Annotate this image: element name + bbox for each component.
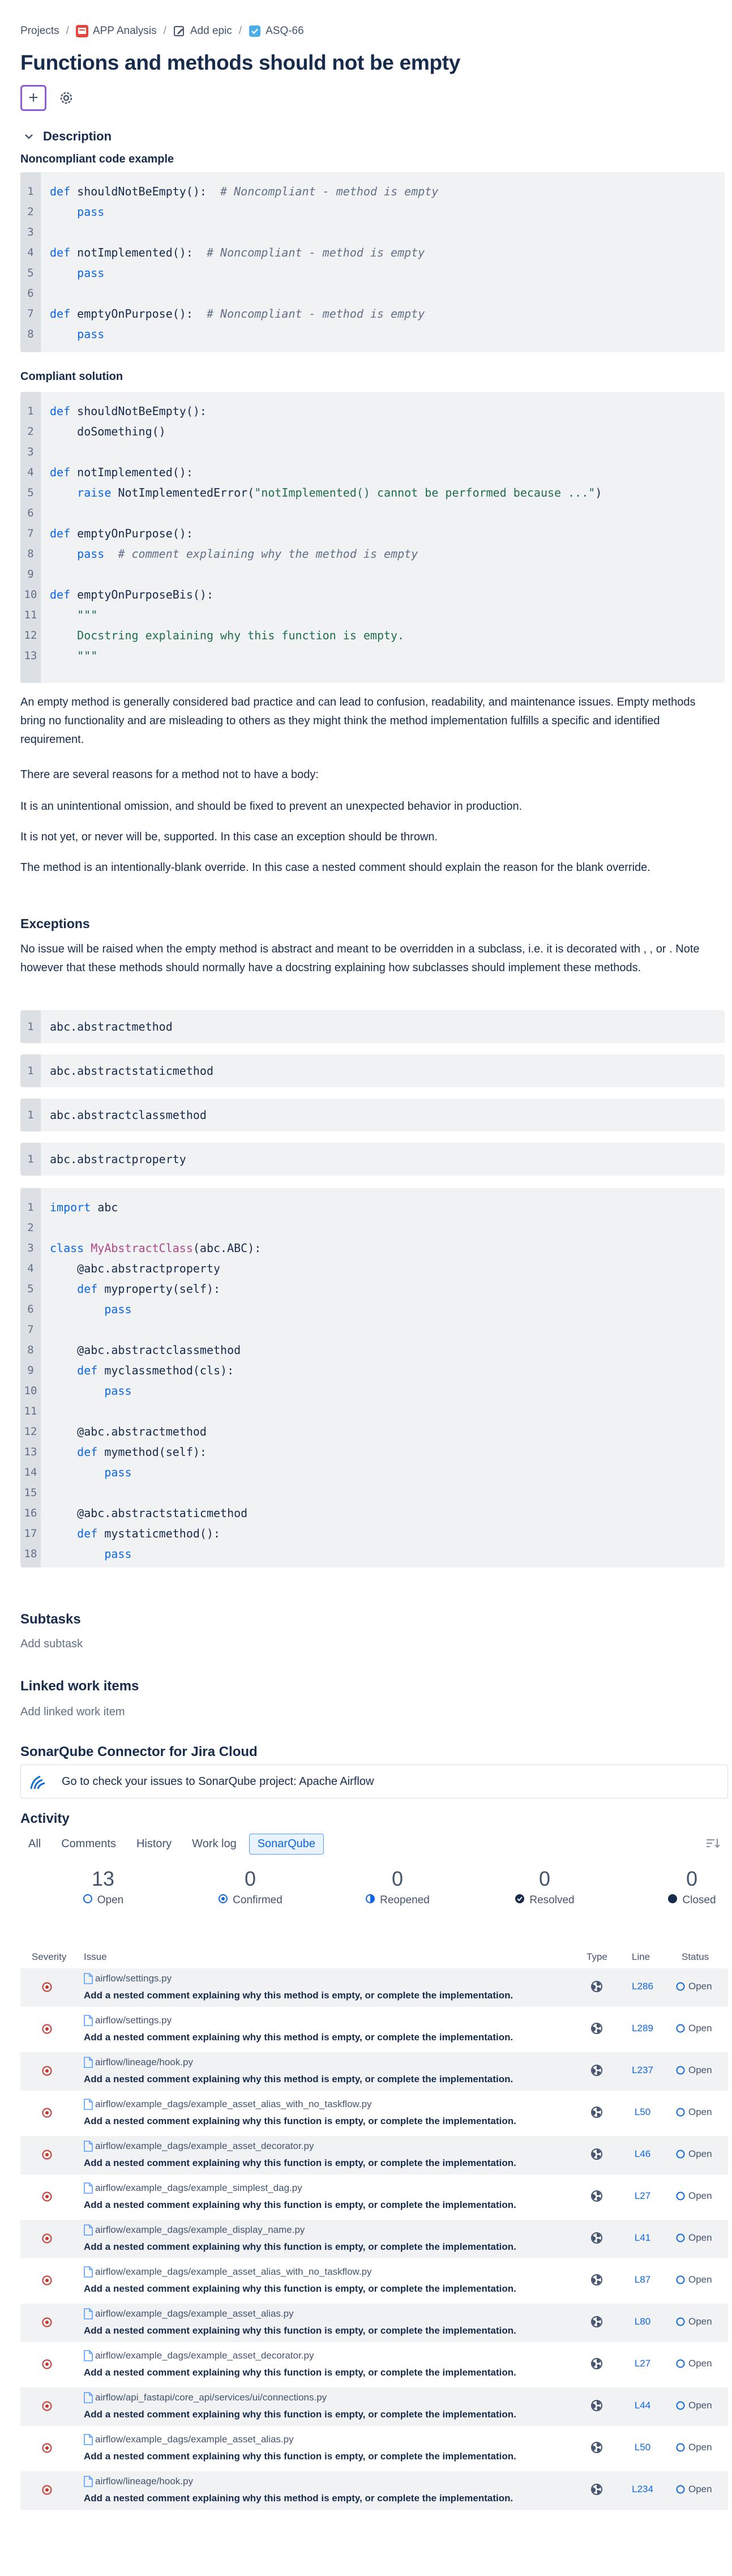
issue-line-link[interactable]: L27	[634, 2190, 651, 2201]
decorator-text: abc.abstractmethod	[50, 1020, 173, 1033]
line-number: 7	[27, 527, 34, 540]
table-row[interactable]	[20, 2178, 728, 2216]
table-row[interactable]	[20, 2429, 728, 2468]
issue-status-text: Open	[688, 2107, 712, 2117]
code-text: pass	[77, 327, 105, 341]
critical-severity-icon	[42, 2275, 52, 2285]
file-icon	[84, 2099, 93, 2110]
linked-items-heading: Linked work items	[20, 1678, 139, 1694]
issue-status-text: Open	[688, 2148, 712, 2159]
code-smell-icon	[591, 1981, 602, 1992]
issue-status	[676, 2316, 712, 2327]
code-text: def notImplemented(): # Noncompliant - method is empty	[50, 246, 425, 259]
critical-severity-icon	[42, 2401, 52, 2411]
line-number: 3	[27, 1242, 34, 1254]
issue-key-link[interactable]	[249, 25, 304, 37]
line-number: 8	[27, 548, 34, 560]
code-smell-icon	[591, 2232, 602, 2244]
stat-label	[83, 1894, 123, 1907]
line-number: 2	[27, 1221, 34, 1234]
code-text: pass	[104, 1466, 132, 1479]
line-number: 15	[24, 1486, 37, 1499]
code-text: @abc.abstractproperty	[50, 1262, 221, 1275]
open-status-icon	[676, 2275, 685, 2284]
reason-unsupported: It is not yet, or never will be, supported. In this case an exception should be thrown.	[20, 831, 438, 843]
add-linked-item-link[interactable]: Add linked work item	[20, 1706, 125, 1718]
stat-count: 0	[244, 1867, 256, 1890]
stat-label	[218, 1894, 282, 1907]
line-number: 6	[27, 507, 34, 519]
issue-file-link[interactable]	[84, 2266, 372, 2278]
exceptions-heading: Exceptions	[20, 916, 90, 931]
reason-override: The method is an intentionally-blank override. In this case a nested comment should explain the reason for the blank override.	[20, 861, 650, 874]
file-icon	[84, 2141, 93, 2152]
stat-reopened[interactable]	[335, 1864, 460, 1907]
issue-status	[676, 2358, 712, 2369]
sonarqube-heading: SonarQube Connector for Jira Cloud	[20, 1744, 258, 1759]
issues-table-header	[20, 1949, 728, 1966]
stat-label-text: Closed	[682, 1894, 716, 1906]
file-icon	[84, 2476, 93, 2487]
stat-label	[515, 1894, 574, 1907]
file-icon	[84, 2057, 93, 2068]
line-number: 6	[27, 1303, 34, 1315]
description-toggle[interactable]	[24, 129, 112, 144]
project-avatar-icon	[76, 25, 88, 37]
issue-file-link[interactable]	[84, 2308, 294, 2319]
compliant-label: Compliant solution	[20, 370, 123, 383]
stat-label-text: Resolved	[529, 1894, 575, 1906]
issue-line-link[interactable]: L41	[634, 2232, 651, 2243]
issue-status-text: Open	[688, 2442, 712, 2453]
plus-icon: +	[28, 88, 38, 107]
issue-message: Add a nested comment explaining why this function is empty, or complete the implementation.	[84, 2199, 516, 2210]
critical-severity-icon	[42, 2024, 52, 2034]
issue-file-path: airflow/api_fastapi/core_api/services/ui/connections.py	[95, 2392, 327, 2403]
issue-file-path: airflow/example_dags/example_asset_decorator.py	[95, 2350, 314, 2361]
issue-file-link[interactable]	[84, 1973, 172, 1984]
code-text: pass	[104, 1302, 132, 1316]
code-smell-icon	[591, 2442, 602, 2453]
code-text: def myclassmethod(cls):	[77, 1364, 234, 1377]
stat-label-text: Open	[97, 1894, 124, 1906]
code-text: import abc	[50, 1201, 118, 1214]
issue-message: Add a nested comment explaining why this function is empty, or complete the implementation.	[84, 2241, 516, 2252]
intro-paragraph: An empty method is generally considered bad practice and can lead to confusion, readability, and maintenance issues. Empty methods bring no functionality and are misleading to others as they might think the method implementation fulfills a specific and identified requirement.	[20, 696, 696, 746]
issue-message: Add a nested comment explaining why this function is empty, or complete the implementation.	[84, 2409, 516, 2420]
file-icon	[84, 2392, 93, 2403]
issue-stats	[20, 1864, 728, 1926]
header-line: Line	[632, 1951, 650, 1962]
code-text: pass	[77, 205, 105, 219]
issue-status-text: Open	[688, 1981, 712, 1992]
table-row[interactable]	[20, 2052, 728, 2091]
issue-file-path: airflow/settings.py	[95, 2015, 172, 2026]
issue-message: Add a nested comment explaining why this function is empty, or complete the implementation.	[84, 2158, 516, 2168]
closed-status-icon	[667, 1894, 678, 1907]
line-number: 13	[24, 650, 37, 662]
issue-message: Add a nested comment explaining why this function is empty, or complete the implementation.	[84, 2451, 516, 2462]
chevron-down-icon	[24, 131, 34, 142]
issue-file-path: airflow/example_dags/example_asset_alias_with_no_taskflow.py	[95, 2266, 372, 2277]
issue-message: Add a nested comment explaining why this method is empty, or complete the implementation.	[84, 1990, 513, 2001]
breadcrumb-project-label: APP Analysis	[92, 25, 157, 37]
issue-status-text: Open	[688, 2023, 712, 2034]
issue-line-link[interactable]: L237	[632, 2065, 653, 2075]
issue-status-text: Open	[688, 2316, 712, 2327]
critical-severity-icon	[42, 2359, 52, 2369]
code-text: doSomething()	[50, 425, 166, 438]
critical-severity-icon	[42, 2191, 52, 2202]
noncompliant-label: Noncompliant code example	[20, 153, 174, 165]
code-text: def mymethod(self):	[77, 1445, 207, 1459]
abstract-code-block	[20, 1188, 725, 1567]
issue-line-link[interactable]: L286	[632, 1981, 653, 1992]
critical-severity-icon	[42, 2485, 52, 2495]
open-status-icon	[676, 2317, 685, 2326]
issue-file-link[interactable]	[84, 2476, 193, 2487]
issue-status	[676, 1981, 712, 1992]
settings-icon[interactable]	[59, 91, 74, 105]
code-smell-icon	[591, 2065, 602, 2076]
code-text: @abc.abstractclassmethod	[50, 1343, 241, 1357]
code-text: def emptyOnPurpose():	[50, 527, 193, 540]
line-number: 2	[27, 206, 34, 218]
line-number: 8	[27, 328, 34, 340]
activity-heading: Activity	[20, 1811, 70, 1826]
line-number: 2	[27, 425, 34, 438]
issue-file-path: airflow/example_dags/example_simplest_dag.py	[95, 2182, 302, 2193]
decorator-text: abc.abstractstaticmethod	[50, 1064, 213, 1078]
pencil-icon	[173, 25, 186, 37]
code-text: @abc.abstractstaticmethod	[50, 1506, 248, 1520]
issue-status	[676, 2442, 712, 2453]
code-text: @abc.abstractmethod	[50, 1425, 207, 1438]
table-row[interactable]	[20, 2094, 728, 2133]
code-text: def shouldNotBeEmpty():	[50, 404, 207, 418]
line-number: 5	[27, 267, 34, 279]
line-number: 6	[27, 287, 34, 300]
line-number: 4	[27, 246, 34, 259]
critical-severity-icon	[42, 1982, 52, 1992]
open-status-icon	[676, 2233, 685, 2242]
line-number: 4	[27, 466, 34, 479]
table-row[interactable]	[20, 2136, 728, 2175]
code-smell-icon	[591, 2358, 602, 2369]
decorator-text: abc.abstractproperty	[50, 1152, 186, 1166]
tab-sonarqube[interactable]: SonarQube	[249, 1834, 324, 1855]
issue-file-path: airflow/example_dags/example_asset_decorator.py	[95, 2141, 314, 2151]
table-row[interactable]	[20, 2304, 728, 2342]
issue-line-link[interactable]: L87	[634, 2274, 651, 2285]
issue-message: Add a nested comment explaining why this function is empty, or complete the implementation.	[84, 2325, 516, 2336]
file-icon	[84, 1973, 93, 1984]
table-row[interactable]	[20, 2346, 728, 2384]
file-icon	[84, 2350, 93, 2361]
file-icon	[84, 2266, 93, 2278]
code-smell-icon	[591, 2023, 602, 2034]
critical-severity-icon	[42, 2443, 52, 2453]
table-row[interactable]	[20, 2010, 728, 2049]
code-text: pass	[104, 1547, 132, 1561]
code-text: Docstring explaining why this function is empty.	[77, 629, 405, 642]
resolved-status-icon	[515, 1894, 525, 1907]
reasons-paragraph: There are several reasons for a method not to have a body:	[20, 768, 319, 781]
issue-message: Add a nested comment explaining why this function is empty, or complete the implementation.	[84, 2116, 516, 2126]
code-text: def myproperty(self):	[77, 1282, 221, 1296]
issue-message: Add a nested comment explaining why this method is empty, or complete the implementation.	[84, 2074, 513, 2084]
issue-status-text: Open	[688, 2274, 712, 2285]
file-icon	[84, 2224, 93, 2236]
tab-all[interactable]: All	[28, 1838, 41, 1850]
add-button[interactable]	[20, 85, 46, 111]
issue-status-text: Open	[688, 2065, 712, 2075]
activity-tabs	[20, 1834, 324, 1855]
line-number: 1	[27, 185, 34, 198]
issue-file-path: airflow/example_dags/example_asset_alias.py	[95, 2308, 294, 2319]
code-smell-icon	[591, 2400, 602, 2411]
open-status-icon	[676, 2191, 685, 2201]
line-number: 3	[27, 226, 34, 238]
issue-file-path: airflow/example_dags/example_display_name.py	[95, 2224, 305, 2235]
code-text: class MyAbstractClass(abc.ABC):	[50, 1241, 262, 1255]
issue-message: Add a nested comment explaining why this function is empty, or complete the implementation.	[84, 2367, 516, 2378]
reopened-status-icon	[365, 1894, 375, 1907]
stat-label-text: Confirmed	[233, 1894, 282, 1906]
issue-file-path: airflow/lineage/hook.py	[95, 2057, 193, 2067]
open-status-icon	[676, 2108, 685, 2117]
code-smell-icon	[591, 2274, 602, 2285]
issue-line-link[interactable]: L44	[634, 2400, 651, 2411]
issue-file-path: airflow/lineage/hook.py	[95, 2476, 193, 2487]
add-epic-link[interactable]	[173, 25, 232, 37]
issue-file-path: airflow/example_dags/example_asset_alias.py	[95, 2434, 294, 2445]
open-status-icon	[676, 1982, 685, 1991]
description-heading: Description	[43, 129, 112, 143]
issue-status-text: Open	[688, 2484, 712, 2494]
sonarqube-link-text: Go to check your issues to SonarQube project: Apache Airflow	[62, 1775, 374, 1788]
subtasks-heading: Subtasks	[20, 1612, 81, 1627]
code-text: def mystaticmethod():	[77, 1527, 221, 1540]
sort-filter-icon[interactable]	[705, 1837, 720, 1849]
issue-file-link[interactable]	[84, 2350, 314, 2361]
issue-status-text: Open	[688, 2358, 712, 2369]
stat-count: 0	[686, 1867, 698, 1890]
breadcrumb-project[interactable]	[76, 25, 157, 37]
issue-message: Add a nested comment explaining why this method is empty, or complete the implementation.	[84, 2032, 513, 2043]
code-text: """	[77, 608, 98, 622]
stat-open[interactable]	[41, 1864, 165, 1907]
issue-status	[676, 2023, 712, 2034]
issue-file-link[interactable]	[84, 2434, 294, 2445]
issue-status-text: Open	[688, 2232, 712, 2243]
code-text: pass # comment explaining why the method is empty	[77, 547, 418, 561]
open-status-icon	[676, 2443, 685, 2452]
open-status-icon	[676, 2024, 685, 2033]
line-number: 5	[27, 486, 34, 499]
stat-label	[365, 1894, 430, 1907]
issue-line-link[interactable]: L27	[634, 2358, 651, 2369]
line-number: 17	[24, 1527, 37, 1540]
line-number: 5	[27, 1283, 34, 1295]
table-row[interactable]	[20, 2387, 728, 2426]
issue-status	[676, 2190, 712, 2202]
tab-comments[interactable]: Comments	[61, 1838, 116, 1850]
file-icon	[84, 2015, 93, 2026]
issue-file-link[interactable]	[84, 2057, 193, 2068]
issue-file-path: airflow/settings.py	[95, 1973, 172, 1984]
file-icon	[84, 2182, 93, 2194]
line-number: 8	[27, 1344, 34, 1356]
code-text: pass	[77, 266, 105, 280]
issue-status	[676, 2065, 712, 2076]
critical-severity-icon	[42, 2066, 52, 2076]
stat-resolved[interactable]	[482, 1864, 607, 1907]
line-number: 18	[24, 1548, 37, 1560]
issue-line-link[interactable]: L50	[634, 2442, 651, 2453]
issue-status	[676, 2107, 712, 2118]
code-text: def emptyOnPurpose(): # Noncompliant - method is empty	[50, 307, 425, 321]
line-number: 3	[27, 446, 34, 458]
issue-message: Add a nested comment explaining why this method is empty, or complete the implementation.	[84, 2493, 513, 2504]
issue-line-link[interactable]: L50	[634, 2107, 651, 2117]
line-number: 10	[24, 588, 37, 601]
open-status-icon	[676, 2359, 685, 2368]
issue-status	[676, 2400, 712, 2411]
add-epic-label: Add epic	[190, 25, 232, 37]
line-number: 4	[27, 1262, 34, 1275]
confirmed-status-icon	[218, 1894, 228, 1907]
issue-line-link[interactable]: L80	[634, 2316, 651, 2327]
decorator-code: 1 abc.abstractmethod	[20, 1010, 725, 1043]
header-issue: Issue	[84, 1951, 107, 1962]
header-status: Status	[682, 1951, 709, 1962]
issue-key-label: ASQ-66	[266, 25, 304, 37]
issue-status	[676, 2148, 712, 2160]
line-number: 7	[27, 307, 34, 320]
code-text: def shouldNotBeEmpty(): # Noncompliant - method is empty	[50, 185, 439, 198]
open-status-icon	[676, 2485, 685, 2494]
code-smell-icon	[591, 2148, 602, 2160]
line-number: 12	[24, 1425, 37, 1438]
issue-line-link[interactable]: L289	[632, 2023, 653, 2034]
code-text: def emptyOnPurposeBis():	[50, 588, 213, 601]
issue-file-path: airflow/example_dags/example_asset_alias_with_no_taskflow.py	[95, 2099, 372, 2109]
reason-omission: It is an unintentional omission, and should be fixed to prevent an unexpected behavior in production.	[20, 800, 523, 813]
line-number: 9	[27, 568, 34, 580]
title-actions	[20, 85, 74, 111]
code-text: raise NotImplementedError("notImplemented() cannot be performed because ...")	[77, 486, 602, 499]
issue-line-link[interactable]: L234	[632, 2484, 653, 2494]
line-number: 9	[27, 1364, 34, 1377]
line-number: 11	[24, 1405, 37, 1417]
issue-file-link[interactable]	[84, 2099, 372, 2110]
issue-status	[676, 2274, 712, 2285]
table-row[interactable]	[20, 2262, 728, 2300]
file-icon	[84, 2308, 93, 2319]
code-text: def notImplemented():	[50, 465, 193, 479]
noncompliant-code-block	[20, 172, 725, 352]
stat-count: 0	[538, 1867, 551, 1890]
sonarqube-logo-icon	[29, 1773, 52, 1790]
header-type: Type	[587, 1951, 607, 1962]
task-checkbox-icon	[249, 25, 261, 37]
line-number: 10	[24, 1385, 37, 1397]
issue-status-text: Open	[688, 2190, 712, 2201]
issue-status-text: Open	[688, 2400, 712, 2411]
file-icon	[84, 2434, 93, 2445]
table-row[interactable]	[20, 2220, 728, 2258]
stat-count: 13	[91, 1867, 115, 1890]
stat-label	[667, 1894, 716, 1907]
code-text: """	[77, 649, 98, 663]
code-smell-icon	[591, 2190, 602, 2202]
table-row[interactable]	[20, 2471, 728, 2510]
open-status-icon	[83, 1894, 93, 1907]
issue-file-link[interactable]	[84, 2141, 314, 2152]
page-title[interactable]: Functions and methods should not be empty	[20, 51, 461, 74]
issue-file-link[interactable]	[84, 2015, 172, 2026]
exceptions-paragraph: No issue will be raised when the empty method is abstract and meant to be overridden in a subclass, i.e. it is decorated with , , or . Note however that these methods should normally have a docstring explaining how subclasses should implement these methods.	[20, 943, 700, 974]
line-number: 1	[27, 1201, 34, 1214]
open-status-icon	[676, 2066, 685, 2075]
critical-severity-icon	[42, 2108, 52, 2118]
line-number: 13	[24, 1446, 37, 1458]
code-smell-icon	[591, 2484, 602, 2495]
decorator-code: 1 abc.abstractstaticmethod	[20, 1054, 725, 1087]
issue-line-link[interactable]: L46	[634, 2148, 651, 2159]
line-number: 7	[27, 1323, 34, 1336]
stat-label-text: Reopened	[380, 1894, 430, 1906]
table-row[interactable]	[20, 1968, 728, 2007]
line-number: 11	[24, 609, 37, 621]
code-smell-icon	[591, 2107, 602, 2118]
tab-work-log[interactable]: Work log	[192, 1838, 237, 1850]
decorator-code: 1 abc.abstractclassmethod	[20, 1099, 725, 1131]
issue-status	[676, 2484, 712, 2495]
stat-confirmed[interactable]	[188, 1864, 313, 1907]
header-severity: Severity	[32, 1951, 67, 1962]
breadcrumb: Projects / APP Analysis / Add epic / ASQ-66	[20, 25, 304, 37]
add-subtask-link[interactable]: Add subtask	[20, 1638, 83, 1650]
tab-history[interactable]: History	[136, 1838, 172, 1850]
code-smell-icon	[591, 2316, 602, 2327]
stat-closed[interactable]	[630, 1864, 732, 1907]
open-status-icon	[676, 2150, 685, 2159]
open-status-icon	[676, 2401, 685, 2410]
decorator-text: abc.abstractclassmethod	[50, 1108, 207, 1122]
critical-severity-icon	[42, 2150, 52, 2160]
code-text: pass	[104, 1384, 132, 1398]
stat-count: 0	[391, 1867, 404, 1890]
line-number: 14	[24, 1466, 37, 1479]
line-number: 1	[27, 405, 34, 417]
issue-file-link[interactable]	[84, 2182, 302, 2194]
issue-message: Add a nested comment explaining why this function is empty, or complete the implementation.	[84, 2283, 516, 2294]
issue-file-link[interactable]	[84, 2392, 327, 2403]
compliant-code-block	[20, 392, 725, 683]
sonarqube-link[interactable]	[20, 1765, 728, 1798]
critical-severity-icon	[42, 2233, 52, 2244]
issue-status	[676, 2232, 712, 2244]
breadcrumb-projects[interactable]: Projects	[20, 25, 59, 37]
critical-severity-icon	[42, 2317, 52, 2327]
decorator-code: 1 abc.abstractproperty	[20, 1143, 725, 1176]
line-number: 16	[24, 1507, 37, 1519]
line-number: 12	[24, 629, 37, 642]
issue-file-link[interactable]	[84, 2224, 305, 2236]
